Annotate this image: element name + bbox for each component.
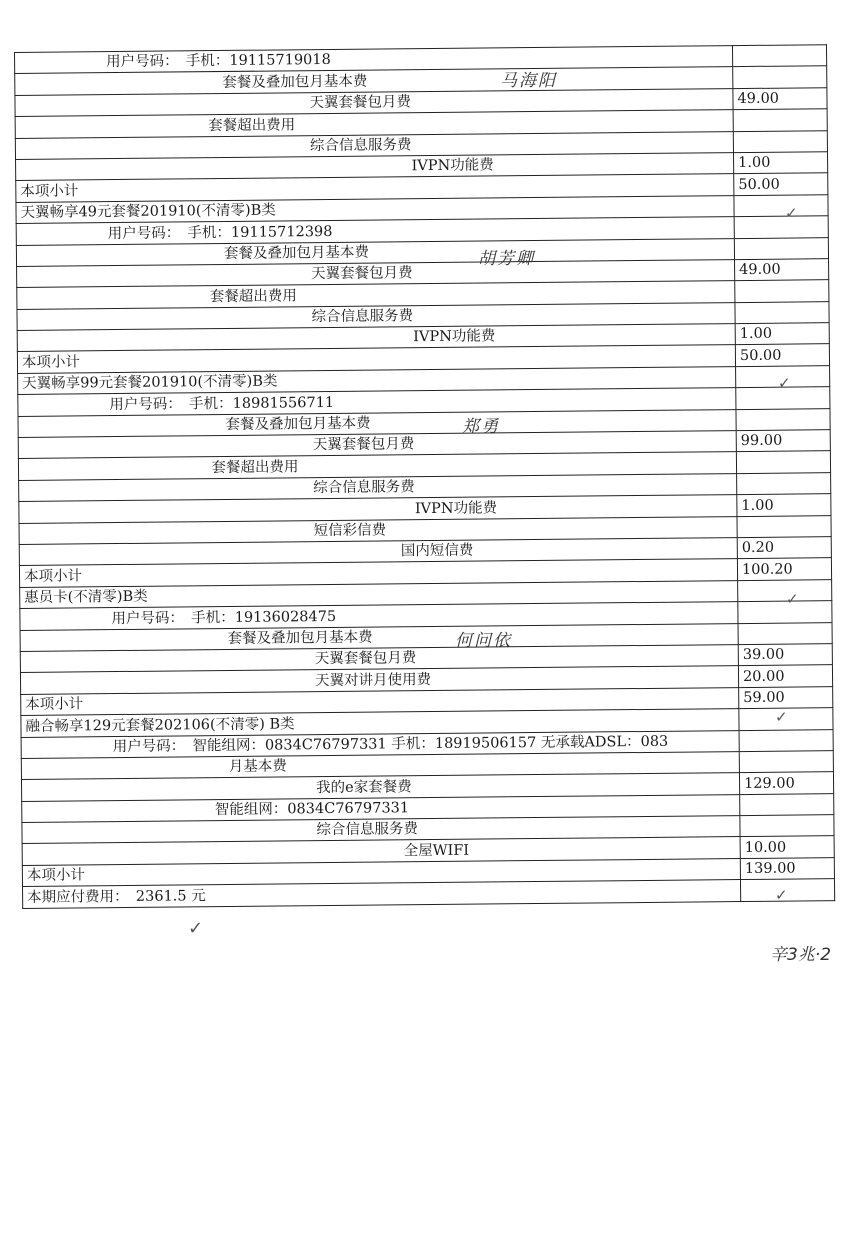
bill-row-description: 月基本费 (21, 751, 739, 779)
bill-row-amount (740, 815, 834, 837)
check-mark-icon: ✓ (188, 918, 204, 939)
bill-row-amount: 59.00 (739, 686, 833, 708)
bill-row-amount (733, 130, 827, 152)
bill-row-description: 套餐及叠加包月基本费 (20, 623, 738, 651)
bill-row-description: 本项小计 (16, 174, 734, 202)
bill-row-description: 天翼套餐包月费 (20, 645, 738, 673)
bill-row-amount (740, 793, 834, 815)
bill-row-description: 国内短信费 (19, 538, 737, 566)
bill-row-description: 综合信息服务费 (17, 302, 735, 330)
bill-row-amount (734, 194, 828, 216)
bill-row-description: 套餐超出费用 (17, 281, 735, 309)
check-mark-icon: ✓ (775, 708, 788, 726)
bill-row-amount (734, 216, 828, 238)
bill-row-amount: 139.00 (740, 858, 834, 880)
bill-row-amount: 0.20 (737, 537, 831, 559)
bill-table (14, 44, 835, 908)
bill-row-description: IVPN功能费 (19, 495, 737, 523)
bill-row-amount (740, 879, 834, 901)
bill-row-amount: 1.00 (733, 152, 827, 174)
check-mark-icon: ✓ (775, 886, 788, 904)
bill-row-description: 本项小计 (22, 858, 740, 886)
bill-row-amount (733, 66, 827, 88)
bill-row-description: 套餐及叠加包月基本费 (18, 409, 736, 437)
bill-row-description: 天翼畅享49元套餐201910(不清零)B类 (16, 195, 734, 223)
bill-row-description: 本项小计 (17, 345, 735, 373)
bill-row-amount (736, 408, 830, 430)
bill-row-description: 我的e家套餐费 (21, 773, 739, 801)
bill-row-description: 用户号码： 智能组网：0834C76797331 手机：18919506157 无承载ADSL：083 (21, 730, 739, 758)
bill-row-amount (739, 729, 833, 751)
handwritten-name: 马海阳 (500, 71, 557, 91)
bill-row-amount (735, 280, 829, 302)
bill-row-amount: 20.00 (738, 665, 832, 687)
bill-row-amount: 49.00 (733, 87, 827, 109)
bill-row-amount: 99.00 (736, 430, 830, 452)
bill-row-description: 套餐及叠加包月基本费 (16, 238, 734, 266)
bill-row-description: 用户号码： 手机：19115712398 (16, 217, 734, 245)
bill-row-description: 用户号码： 手机：19115719018 (15, 46, 733, 74)
bill-row-amount (737, 472, 831, 494)
bill-row-amount: 49.00 (735, 259, 829, 281)
handwritten-name: 胡芳卿 (478, 249, 535, 269)
bill-row-description: 天翼套餐包月费 (15, 88, 733, 116)
bill-row-amount (733, 109, 827, 131)
bill-row-description: 综合信息服务费 (19, 473, 737, 501)
bill-row-description: 短信彩信费 (19, 516, 737, 544)
bill-row-description: 全屋WIFI (22, 837, 740, 865)
bill-row-amount: 39.00 (738, 644, 832, 666)
bill-row-amount (735, 301, 829, 323)
check-mark-icon: ✓ (786, 590, 799, 608)
bill-row-description: 天翼对讲月使用费 (20, 666, 738, 694)
bill-row-description: 用户号码： 手机：19136028475 (20, 602, 738, 630)
bill-row-amount (736, 451, 830, 473)
bill-row-description: 天翼畅享99元套餐201910(不清零)B类 (18, 366, 736, 394)
bill-row-description: 套餐超出费用 (18, 452, 736, 480)
handwritten-name: 郑勇 (462, 417, 500, 437)
bill-row-amount (739, 751, 833, 773)
bill-row-amount: 50.00 (735, 344, 829, 366)
bill-row-amount (738, 601, 832, 623)
bill-row-description: 天翼套餐包月费 (17, 259, 735, 287)
handwritten-page-note: 辛3兆·2 (770, 945, 832, 965)
bill-row-amount (732, 45, 826, 67)
bill-row-description: 用户号码： 手机：18981556711 (18, 388, 736, 416)
bill-row-amount: 1.00 (737, 494, 831, 516)
handwritten-name: 何问依 (455, 631, 512, 651)
bill-row-description: 惠员卡(不清零)B类 (20, 580, 738, 608)
bill-row-description: IVPN功能费 (16, 153, 734, 181)
bill-row-description: 本期应付费用： 2361.5 元 (23, 880, 741, 908)
bill-row-amount: 129.00 (739, 772, 833, 794)
bill-row-amount: 50.00 (734, 173, 828, 195)
bill-row-amount (738, 579, 832, 601)
bill-row-description: 套餐超出费用 (15, 110, 733, 138)
bill-row-description: 综合信息服务费 (15, 131, 733, 159)
bill-row-amount: 100.20 (737, 558, 831, 580)
bill-row-amount: 1.00 (735, 323, 829, 345)
bill-row-amount (734, 237, 828, 259)
bill-row-amount: 10.00 (740, 836, 834, 858)
bill-row-description: 套餐及叠加包月基本费 (15, 67, 733, 95)
bill-row-amount (738, 622, 832, 644)
bill-row-description: 融合畅享129元套餐202106(不清零) B类 (21, 709, 739, 737)
bill-sheet (14, 44, 834, 908)
bill-row-description: 综合信息服务费 (22, 816, 740, 844)
check-mark-icon: ✓ (778, 374, 791, 392)
bill-row-description: 本项小计 (21, 687, 739, 715)
check-mark-icon: ✓ (785, 204, 798, 222)
bill-row-description: 智能组网：0834C76797331 (22, 794, 740, 822)
bill-row-description: 本项小计 (19, 559, 737, 587)
bill-body (15, 45, 835, 908)
bill-row-amount (737, 515, 831, 537)
bill-row-description: 天翼套餐包月费 (18, 431, 736, 459)
bill-row-description: IVPN功能费 (17, 324, 735, 352)
